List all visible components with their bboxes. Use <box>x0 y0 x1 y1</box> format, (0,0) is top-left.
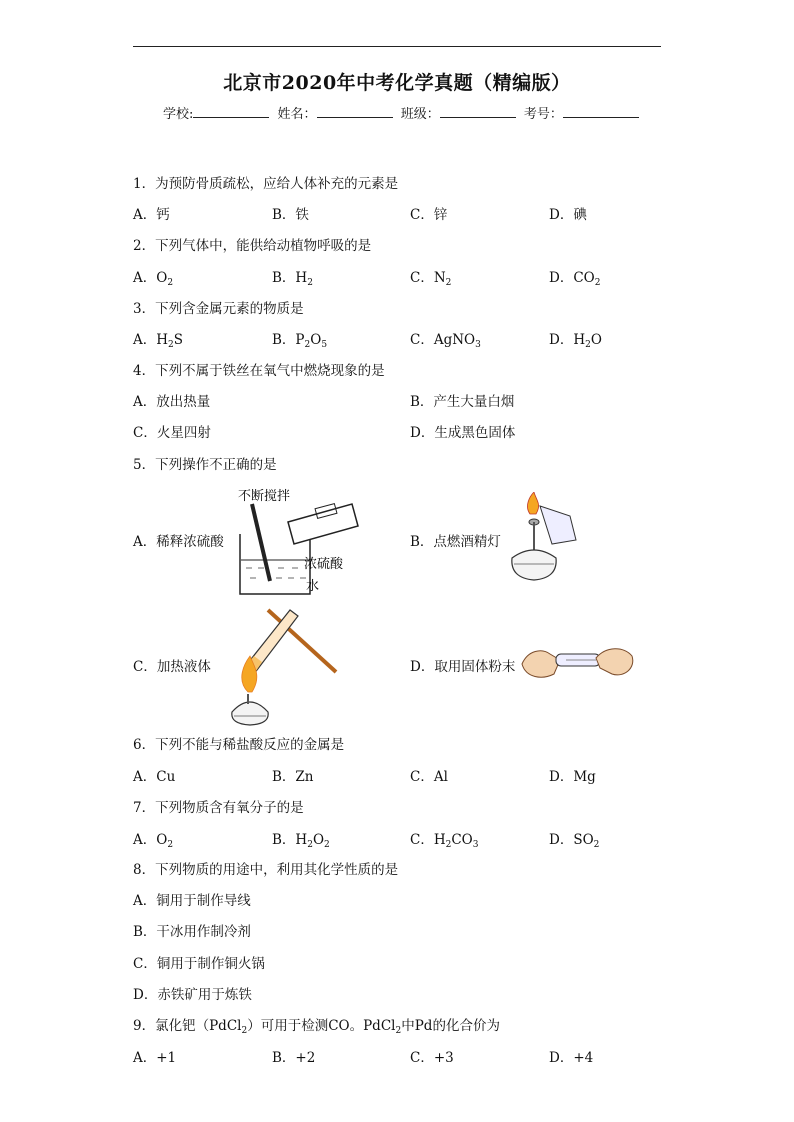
q5-option-b: B．点燃酒精灯 <box>410 534 501 550</box>
q2-option-d: D．$CO_2$ <box>549 270 601 288</box>
q1-option-b: B．铁 <box>272 207 309 223</box>
question-3-stem: 3．下列含金属元素的物质是 <box>133 301 304 317</box>
q7-option-b: B．$H_2O_2$ <box>272 832 330 850</box>
q1-option-d: D．碘 <box>549 207 587 223</box>
name-label: 姓名： <box>277 107 317 122</box>
question-8-stem: 8．下列物质的用途中，利用其化学性质的是 <box>133 862 399 878</box>
q6-option-a: A．Cu <box>133 769 176 785</box>
question-9-stem: 9．氯化钯（PdCl$_2$）可用于检测CO。PdCl$_2$中Pd的化合价为 <box>133 1018 500 1036</box>
q7-option-d: D．$SO_2$ <box>549 832 600 850</box>
q3-option-a: A．$H_2S$ <box>133 332 184 350</box>
q5-option-c: C．加热液体 <box>133 659 211 675</box>
q6-option-d: D．Mg <box>549 769 596 785</box>
q9-option-c: C．+3 <box>410 1050 454 1066</box>
water-label: 水 <box>306 578 320 593</box>
q1-option-a: A．钙 <box>133 207 170 223</box>
stir-label: 不断搅拌 <box>238 488 291 503</box>
school-blank <box>193 105 269 118</box>
q8-option-a: A．铜用于制作导线 <box>133 893 251 909</box>
q8-option-d: D．赤铁矿用于炼铁 <box>133 987 252 1003</box>
q7-option-a: A．$O_2$ <box>133 832 174 850</box>
q9-option-d: D．+4 <box>549 1050 594 1066</box>
q2-option-b: B．$H_2$ <box>272 270 313 288</box>
class-label: 班级： <box>400 107 440 122</box>
question-2-stem: 2．下列气体中，能供给动植物呼吸的是 <box>133 238 372 254</box>
heating-liquid-figure <box>226 600 342 726</box>
q6-option-c: C．Al <box>410 769 448 785</box>
q2-option-c: C．$N_2$ <box>410 270 452 288</box>
question-1-stem: 1．为预防骨质疏松，应给人体补充的元素是 <box>133 176 399 192</box>
q1-option-c: C．锌 <box>410 207 448 223</box>
question-4-stem: 4．下列不属于铁丝在氧气中燃烧现象的是 <box>133 363 385 379</box>
q6-option-b: B．Zn <box>272 769 314 785</box>
q7-option-c: C．$H_2CO_3$ <box>410 832 479 850</box>
acid-label: 浓硫酸 <box>304 556 344 571</box>
q4-option-b: B．产生大量白烟 <box>410 394 515 410</box>
q4-option-c: C．火星四射 <box>133 425 211 441</box>
q8-option-c: C．铜用于制作铜火锅 <box>133 956 265 972</box>
header-rule <box>133 46 661 47</box>
student-info-line <box>163 103 643 122</box>
page-title: 北京市2020年中考化学真题（精编版） <box>223 72 571 94</box>
q9-option-b: B．+2 <box>272 1050 316 1066</box>
q5-option-d: D．取用固体粉末 <box>410 659 516 675</box>
q4-option-d: D．生成黑色固体 <box>410 425 516 441</box>
q4-option-a: A．放出热量 <box>133 394 211 410</box>
alcohol-lamp-figure <box>500 492 582 584</box>
dilute-acid-figure <box>232 486 362 596</box>
q3-option-b: B．$P_2O_5$ <box>272 332 328 350</box>
q2-option-a: A．$O_2$ <box>133 270 174 288</box>
question-6-stem: 6．下列不能与稀盐酸反应的金属是 <box>133 737 345 753</box>
q3-option-d: D．$H_2O$ <box>549 332 602 350</box>
question-5-stem: 5．下列操作不正确的是 <box>133 457 277 473</box>
name-blank <box>317 105 393 118</box>
q8-option-b: B．干冰用作制冷剂 <box>133 924 251 940</box>
question-7-stem: 7．下列物质含有氧分子的是 <box>133 800 304 816</box>
exam-number-label: 考号： <box>523 107 563 122</box>
class-blank <box>440 105 516 118</box>
solid-powder-figure <box>520 638 636 684</box>
q3-option-c: C．AgNO$_3$ <box>410 332 481 350</box>
exam-number-blank <box>563 105 639 118</box>
q5-option-a: A．稀释浓硫酸 <box>133 534 224 550</box>
q9-option-a: A．+1 <box>133 1050 177 1066</box>
school-label: 学校: <box>163 107 194 122</box>
